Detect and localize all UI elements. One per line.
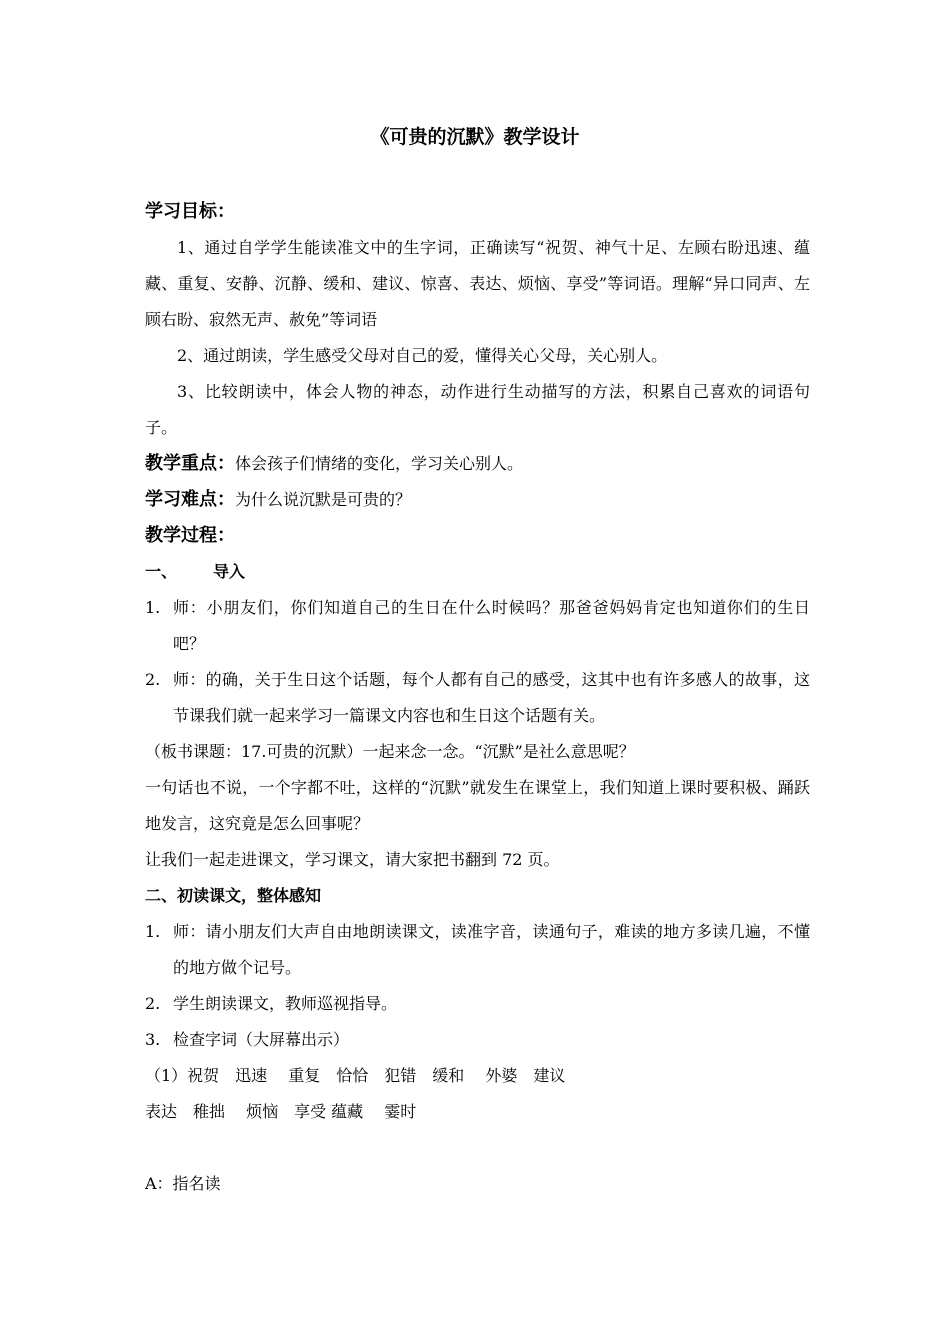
word-list-line-1: （1）祝贺 迅速 重复 恰恰 犯错 缓和 外婆 建议 — [145, 1066, 566, 1085]
section-1-title: 导入 — [213, 562, 246, 581]
note-line: A：指名读 — [145, 1174, 221, 1193]
key-point — [145, 446, 810, 482]
section-1-heading — [145, 554, 810, 590]
list-item — [145, 986, 810, 1022]
paragraph: 一句话也不说，一个字都不吐，这样的“沉默”就发生在课堂上，我们知道上课时要积极、踊跃地发言，这究竟是怎么回事呢？ — [145, 778, 810, 833]
list-item-number: 2. — [145, 994, 161, 1013]
difficulty — [145, 482, 810, 518]
list-item-number: 1. — [145, 922, 161, 941]
paragraph: （板书课题：17.可贵的沉默）一起来念一念。“沉默”是社么意思呢？ — [145, 742, 635, 761]
page-title: 《可贵的沉默》教学设计 — [370, 126, 580, 148]
process-heading: 教学过程： — [145, 525, 235, 546]
list-item-number: 3. — [145, 1030, 161, 1049]
blank-line — [145, 1130, 810, 1166]
document-body — [145, 194, 810, 1202]
goal-item: 3、比较朗读中，体会人物的神态，动作进行生动描写的方法，积累自己喜欢的词语句子。 — [145, 382, 810, 437]
list-item-text: 师：小朋友们，你们知道自己的生日在什么时候吗？那爸爸妈妈肯定也知道你们的生日吧？ — [173, 598, 810, 653]
difficulty-label: 学习难点： — [145, 489, 235, 510]
goal-item: 2、通过朗读，学生感受父母对自己的爱，懂得关心父母，关心别人。 — [177, 346, 668, 365]
difficulty-text: 为什么说沉默是可贵的？ — [235, 490, 412, 509]
list-item — [145, 590, 810, 662]
list-item-text: 检查字词（大屏幕出示） — [173, 1030, 350, 1049]
list-item-text: 师：的确，关于生日这个话题，每个人都有自己的感受，这其中也有许多感人的故事，这节课我们就一起来学习一篇课文内容也和生日这个话题有关。 — [173, 670, 810, 725]
goals-heading: 学习目标： — [145, 201, 235, 222]
list-item — [145, 1022, 810, 1058]
word-list-line-2: 表达 稚拙 烦恼 享受 蕴藏 霎时 — [145, 1102, 417, 1121]
list-item — [145, 914, 810, 986]
key-point-label: 教学重点： — [145, 453, 235, 474]
section-2-heading: 二、初读课文，整体感知 — [145, 886, 322, 905]
list-item-number: 2. — [145, 670, 161, 689]
key-point-text: 体会孩子们情绪的变化，学习关心别人。 — [235, 454, 524, 473]
list-item-text: 学生朗读课文，教师巡视指导。 — [173, 994, 398, 1013]
list-item-number: 1. — [145, 598, 161, 617]
goal-item: 1、通过自学学生能读准文中的生字词，正确读写“祝贺、神气十足、左顾右盼迅速、蕴藏、重复、安静、沉静、缓和、建议、惊喜、表达、烦恼、享受”等词语。理解“异口同声、左顾右盼、寂然无声、赦免”等词语 — [145, 238, 810, 329]
section-1-number: 一、 — [145, 562, 178, 581]
list-item — [145, 662, 810, 734]
list-item-text: 师：请小朋友们大声自由地朗读课文，读准字音，读通句子，难读的地方多读几遍，不懂的地方做个记号。 — [173, 922, 810, 977]
paragraph: 让我们一起走进课文，学习课文，请大家把书翻到 72 页。 — [145, 850, 560, 869]
